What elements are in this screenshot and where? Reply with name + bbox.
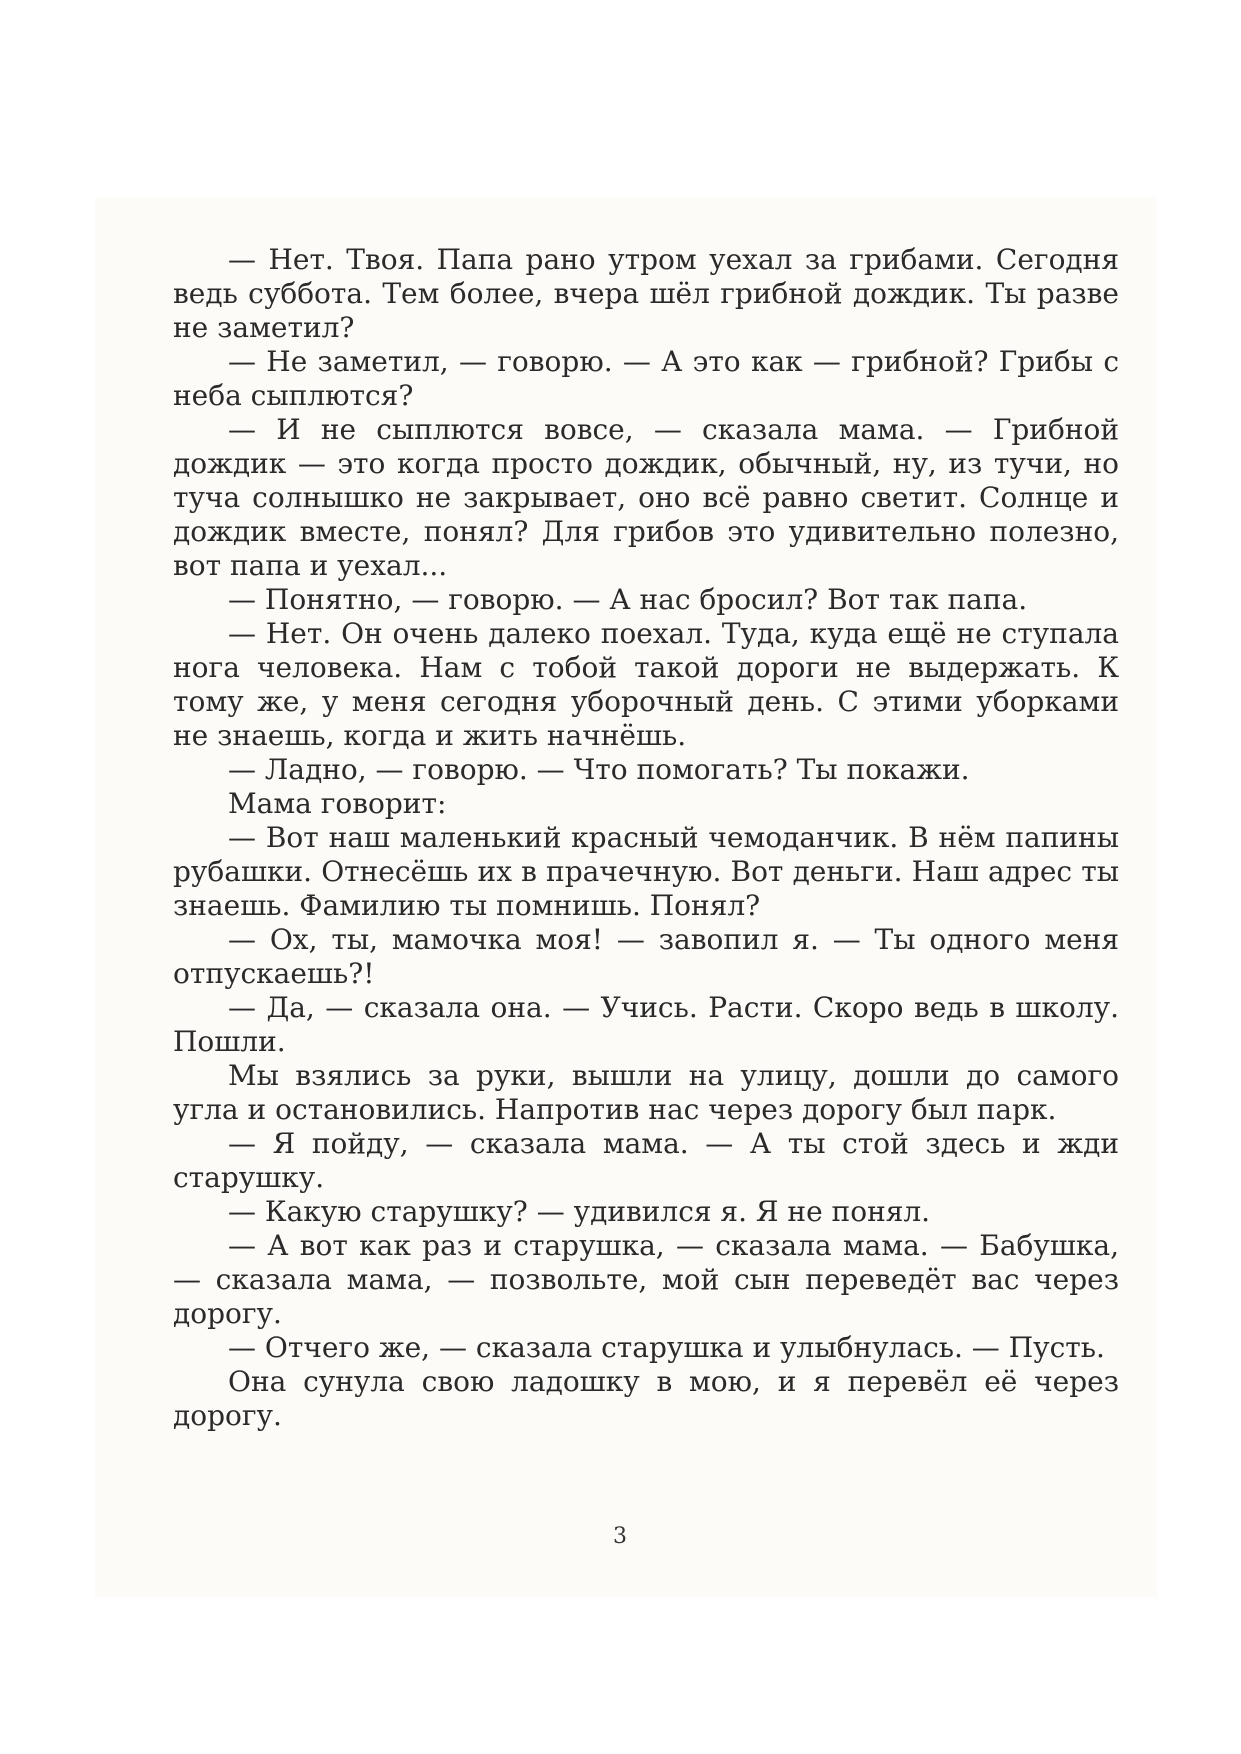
paragraph-5: — Нет. Он очень далеко поехал. Туда, куда ещё не ступала нога человека. Нам с тобой такой дороги не выдержать. К тому же, у меня сегодня уборочный день. С этими уборками не знаешь, когда и жить начнёшь. — [173, 617, 1119, 752]
paragraph-14: — А вот как раз и старушка, — сказала мама. — Бабушка, — сказала мама, — позвольте, мой сын переведёт вас через дорогу. — [173, 1229, 1119, 1330]
paragraph-12: — Я пойду, — сказала мама. — А ты стой здесь и жди старушку. — [173, 1127, 1119, 1194]
paragraph-2: — Не заметил, — говорю. — А это как — грибной? Грибы с неба сыплются? — [173, 345, 1119, 412]
paragraph-16: Она сунула свою ладошку в мою, и я перевёл её через дорогу. — [173, 1365, 1119, 1432]
paragraph-3: — И не сыплются вовсе, — сказала мама. — Грибной дождик — это когда просто дождик, обычный, ну, из тучи, но туча солнышко не закрывает, оно всё равно светит. Солнце и дождик вместе, понял? Для грибов это удивительно полезно, вот папа и уехал... — [173, 413, 1119, 582]
story-text — [173, 243, 1119, 1433]
paragraph-10: — Да, — сказала она. — Учись. Расти. Скоро ведь в школу. Пошли. — [173, 991, 1119, 1058]
paragraph-13: — Какую старушку? — удивился я. Я не понял. — [228, 1195, 931, 1228]
paragraph-9: — Ох, ты, мамочка моя! — завопил я. — Ты одного меня отпускаешь?! — [173, 923, 1119, 990]
page-number: 3 — [613, 1524, 627, 1549]
paragraph-7: Мама говорит: — [228, 787, 447, 820]
paragraph-8: — Вот наш маленький красный чемоданчик. В нём папины рубашки. Отнесёшь их в прачечную. Вот деньги. Наш адрес ты знаешь. Фамилию ты помнишь. Понял? — [173, 821, 1119, 922]
paragraph-11: Мы взялись за руки, вышли на улицу, дошли до самого угла и остановились. Напротив нас через дорогу был парк. — [173, 1059, 1119, 1126]
paragraph-15: — Отчего же, — сказала старушка и улыбнулась. — Пусть. — [228, 1331, 1105, 1364]
paragraph-1: — Нет. Твоя. Папа рано утром уехал за грибами. Сегодня ведь суббота. Тем более, вчера шёл грибной дождик. Ты разве не заметил? — [173, 243, 1119, 344]
paragraph-4: — Понятно, — говорю. — А нас бросил? Вот так папа. — [228, 583, 1028, 616]
paragraph-6: — Ладно, — говорю. — Что помогать? Ты покажи. — [228, 753, 970, 786]
